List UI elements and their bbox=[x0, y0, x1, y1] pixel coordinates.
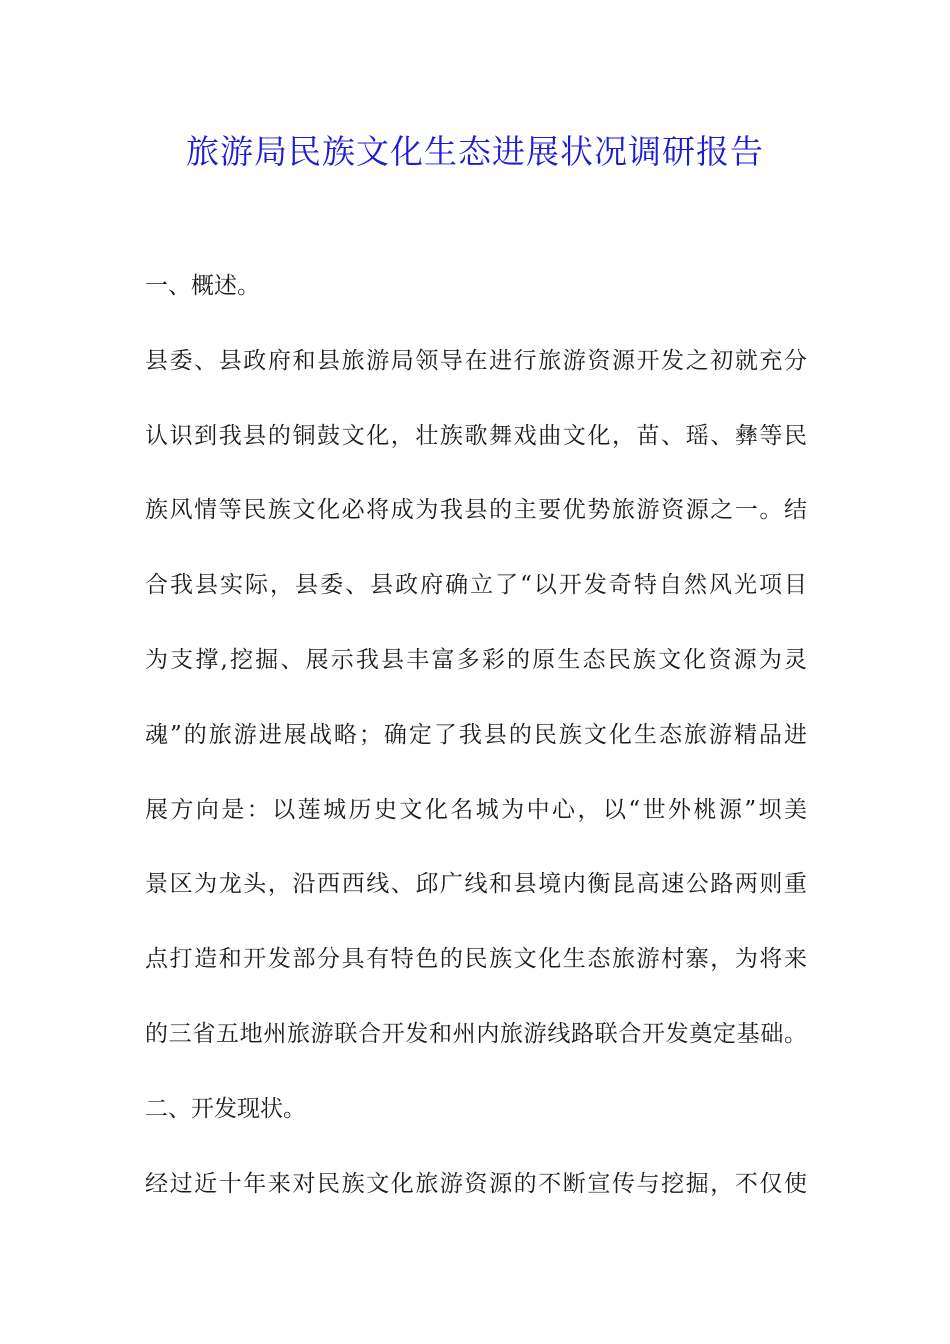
paragraph-line: 为支撑,挖掘、展示我县丰富多彩的原生态民族文化资源为灵 bbox=[145, 646, 807, 673]
paragraph-line: 点打造和开发部分具有特色的民族文化生态旅游村寨，为将来 bbox=[145, 946, 807, 973]
paragraph-line: 景区为龙头，沿西西线、邱广线和县境内衡昆高速公路两则重 bbox=[145, 871, 807, 898]
paragraph-line: 的三省五地州旅游联合开发和州内旅游线路联合开发奠定基础。 bbox=[145, 1020, 807, 1047]
paragraph-line: 族风情等民族文化必将成为我县的主要优势旅游资源之一。结 bbox=[145, 497, 807, 524]
section-heading-status: 二、开发现状。 bbox=[145, 1095, 306, 1122]
paragraph-line: 合我县实际，县委、县政府确立了“以开发奇特自然风光项目 bbox=[145, 572, 807, 599]
paragraph-line: 经过近十年来对民族文化旅游资源的不断宣传与挖掘，不仅使 bbox=[145, 1170, 807, 1197]
paragraph-line: 县委、县政府和县旅游局领导在进行旅游资源开发之初就充分 bbox=[145, 347, 807, 374]
paragraph-line: 认识到我县的铜鼓文化，壮族歌舞戏曲文化，苗、瑶、彝等民 bbox=[145, 422, 807, 449]
section-heading-overview: 一、概述。 bbox=[145, 273, 260, 299]
document-body bbox=[145, 262, 807, 1234]
paragraph-line: 魂”的旅游进展战略；确定了我县的民族文化生态旅游精品进 bbox=[145, 721, 807, 748]
paragraph-line: 展方向是：以莲城历史文化名城为中心，以“世外桃源”坝美 bbox=[145, 796, 807, 823]
document-title: 旅游局民族文化生态进展状况调研报告 bbox=[186, 132, 764, 171]
